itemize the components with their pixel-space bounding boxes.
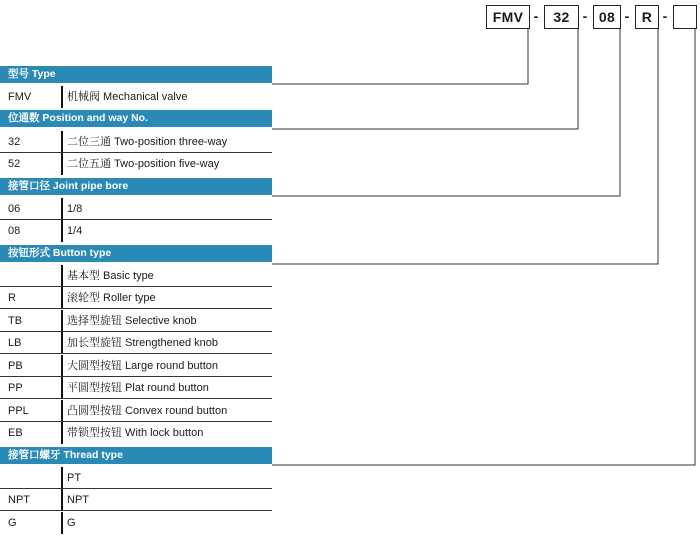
section-header-button-type: 按钮形式 Button type bbox=[0, 245, 272, 262]
table-row bbox=[0, 86, 272, 108]
table-row bbox=[0, 287, 272, 309]
code-separator: - bbox=[533, 8, 539, 24]
row-description: 二位三通 Two-position three-way bbox=[67, 136, 228, 148]
row-code: PPL bbox=[8, 405, 29, 417]
row-code: NPT bbox=[8, 494, 30, 506]
table-row bbox=[0, 153, 272, 175]
row-divider bbox=[61, 86, 63, 108]
row-description: 凸圆型按钮 Convex round button bbox=[67, 405, 228, 417]
row-description: 加长型旋钮 Strengthened knob bbox=[67, 337, 219, 349]
row-divider bbox=[61, 400, 63, 422]
row-description: 选择型旋钮 Selective knob bbox=[67, 315, 197, 327]
row-code: 52 bbox=[8, 158, 21, 170]
row-divider bbox=[61, 355, 63, 377]
table-row bbox=[0, 422, 272, 444]
code-separator: - bbox=[662, 8, 668, 24]
row-description: 机械阀 Mechanical valve bbox=[67, 91, 188, 103]
row-code: EB bbox=[8, 427, 23, 439]
connector-button-type bbox=[272, 29, 658, 264]
row-code: 08 bbox=[8, 225, 21, 237]
row-code: R bbox=[8, 292, 16, 304]
table-row bbox=[0, 310, 272, 332]
row-divider bbox=[61, 131, 63, 153]
row-code: G bbox=[8, 517, 17, 529]
row-divider bbox=[61, 512, 63, 534]
row-divider bbox=[61, 489, 63, 511]
section-header-position-way: 位通数 Position and way No. bbox=[0, 110, 272, 127]
table-row bbox=[0, 198, 272, 220]
table-row bbox=[0, 220, 272, 242]
row-code: TB bbox=[8, 315, 23, 327]
row-divider bbox=[61, 310, 63, 332]
connector-type bbox=[272, 29, 528, 84]
section-header-pipe-bore: 接管口径 Joint pipe bore bbox=[0, 178, 272, 195]
row-description: 大圆型按钮 Large round button bbox=[67, 360, 219, 372]
row-code: 32 bbox=[8, 136, 21, 148]
row-divider bbox=[61, 153, 63, 175]
row-description: NPT bbox=[67, 494, 89, 506]
section-header-thread-type: 接管口螺牙 Thread type bbox=[0, 447, 272, 464]
row-description: 平圆型按钮 Plat round button bbox=[67, 382, 209, 394]
row-code: PB bbox=[8, 360, 23, 372]
code-box-pipe-bore: 08 bbox=[593, 5, 621, 29]
row-divider bbox=[61, 265, 63, 287]
table-row bbox=[0, 377, 272, 399]
table-row bbox=[0, 467, 272, 489]
code-separator: - bbox=[582, 8, 588, 24]
table-row bbox=[0, 400, 272, 422]
section-header-type: 型号 Type bbox=[0, 66, 272, 83]
row-description: 二位五通 Two-position five-way bbox=[67, 158, 220, 170]
row-divider bbox=[61, 422, 63, 444]
connector-thread-type bbox=[272, 29, 695, 465]
row-divider bbox=[61, 220, 63, 242]
row-divider bbox=[61, 332, 63, 354]
row-code: LB bbox=[8, 337, 22, 349]
row-description: 1/4 bbox=[67, 225, 83, 237]
code-box-thread-type bbox=[673, 5, 697, 29]
table-row bbox=[0, 512, 272, 534]
row-divider bbox=[61, 377, 63, 399]
table-row bbox=[0, 355, 272, 377]
row-code: 06 bbox=[8, 203, 21, 215]
connector-position-way bbox=[272, 29, 578, 129]
table-row bbox=[0, 131, 272, 153]
row-description: 基本型 Basic type bbox=[67, 270, 154, 282]
row-divider bbox=[61, 198, 63, 220]
row-divider bbox=[61, 287, 63, 309]
table-row bbox=[0, 265, 272, 287]
connector-pipe-bore bbox=[272, 29, 620, 196]
code-box-button-type: R bbox=[635, 5, 659, 29]
table-row bbox=[0, 489, 272, 511]
row-description: 1/8 bbox=[67, 203, 83, 215]
row-description: PT bbox=[67, 472, 82, 484]
row-description: 滚轮型 Roller type bbox=[67, 292, 156, 304]
row-code: PP bbox=[8, 382, 23, 394]
row-divider bbox=[61, 467, 63, 489]
code-box-position-way: 32 bbox=[544, 5, 579, 29]
row-description: 带锁型按钮 With lock button bbox=[67, 427, 204, 439]
code-separator: - bbox=[624, 8, 630, 24]
row-code: FMV bbox=[8, 91, 32, 103]
table-row bbox=[0, 332, 272, 354]
row-description: G bbox=[67, 517, 76, 529]
code-box-type: FMV bbox=[486, 5, 530, 29]
